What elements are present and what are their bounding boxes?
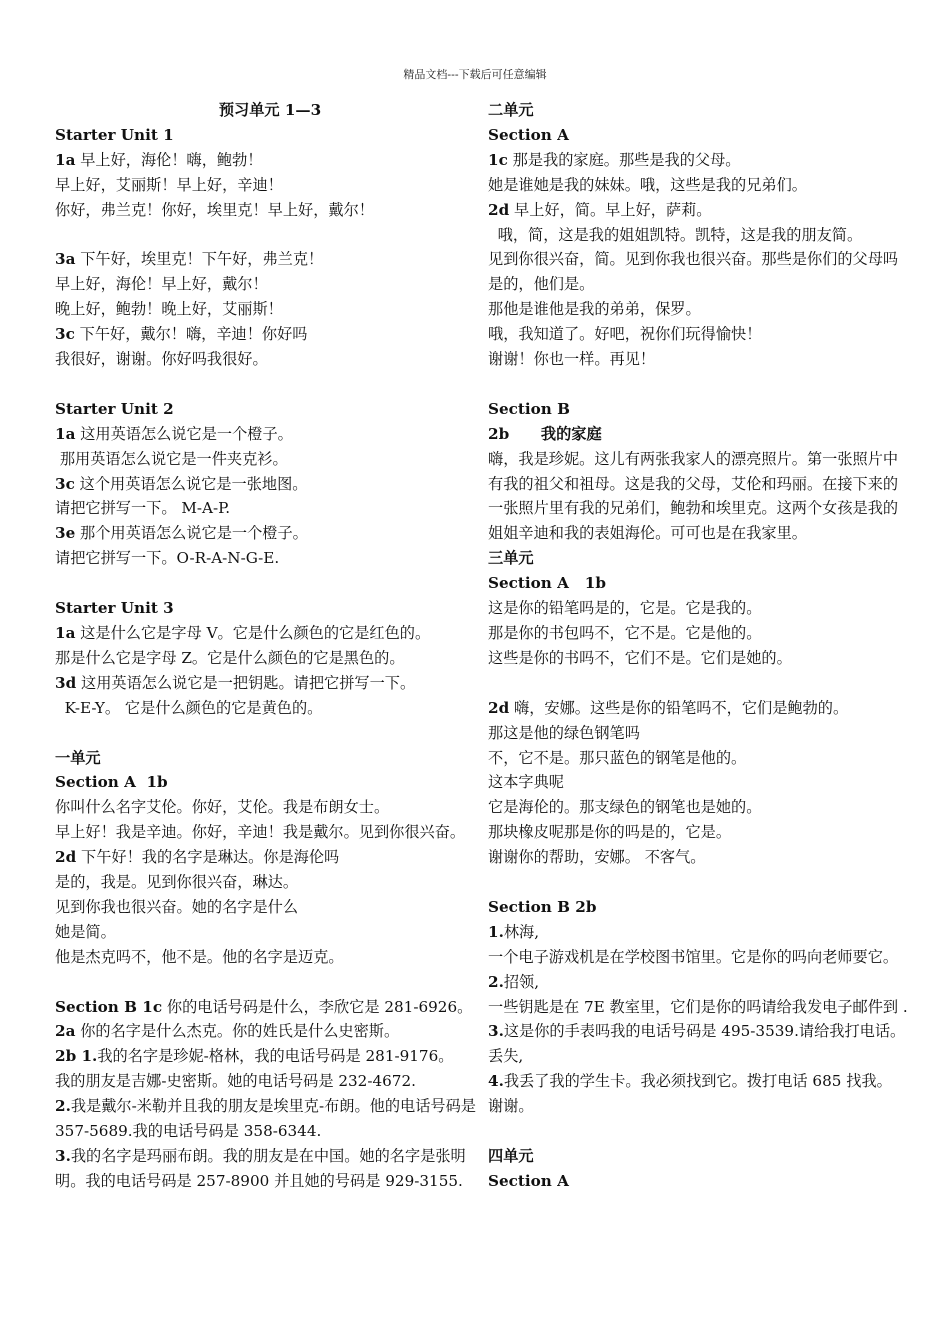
exercise-text: 招领, [503, 972, 540, 991]
exercise-label: 1. [488, 922, 504, 941]
exercise-line [55, 521, 485, 546]
text-line: 哦，我知道了。好吧，祝你们玩得愉快！ [488, 325, 762, 344]
text-line: 那他是谁他是我的弟弟，保罗。 [488, 300, 701, 319]
exercise-label: 2d [488, 200, 510, 219]
text-line: 不，它不是。那只蓝色的钢笔是他的。 [488, 748, 747, 767]
spacer [488, 372, 908, 397]
exercise-text: 这用英语怎么说它是一个橙子。 [75, 424, 293, 443]
text-line: 嗨，我是珍妮。这儿有两张我家人的漂亮照片。第一张照片中有我的祖父和祖母。这是我的父母，艾伦和玛丽。在接下来的一张照片里有我的兄弟们，鲍勃和埃里克。这两个女孩是我的姐姐辛迪和我的表姐海伦。可可也是在我家里。 [488, 449, 899, 543]
text-line: 一个电子游戏机是在学校图书馆里。它是你的吗向老师要它。 [488, 947, 899, 966]
text-line: 这是你的铅笔吗是的，它是。它是我的。 [488, 599, 762, 618]
exercise-line [488, 970, 908, 995]
exercise-text: 你的电话号码是什么，李欣它是 281-6926。 [162, 997, 473, 1016]
exercise-label: 2d [55, 848, 77, 867]
exercise-line [55, 995, 485, 1020]
exercise-label: 3c [55, 474, 75, 493]
exercise-line [55, 1144, 485, 1194]
exercise-text: 这用英语怎么说它是一把钥匙。请把它拼写一下。 [76, 673, 416, 692]
section-heading: 四单元 [488, 1147, 534, 1165]
exercise-line [55, 671, 485, 696]
exercise-text: 嗨，安娜。这些是你的铅笔吗不，它们是鲍勃的。 [509, 698, 849, 717]
text-line: 丢失, [488, 1047, 524, 1066]
section-heading: Starter Unit 2 [55, 399, 174, 418]
page-header: 精品文档---下载后可任意编辑 [403, 68, 547, 81]
exercise-line [488, 1019, 908, 1044]
exercise-line [55, 621, 485, 646]
section-heading: 三单元 [488, 549, 534, 568]
exercise-label: 4. [488, 1072, 504, 1091]
exercise-text: 我的名字是玛丽布朗。我的朋友是在中国。她的名字是张明明。我的电话号码是 257-8900 并且她的号码是 929-3155. [55, 1146, 466, 1190]
exercise-line [55, 1094, 485, 1144]
section-heading: 二单元 [488, 101, 534, 119]
exercise-text: 我是戴尔-米勒并且我的朋友是埃里克-布朗。他的电话号码是 357-5689.我的电话号码是 358-6344. [55, 1097, 476, 1141]
text-line: 那块橡皮呢那是你的吗是的，它是。 [488, 823, 731, 842]
text-line: 请把它拼写一下。O-R-A-N-G-E. [55, 549, 280, 568]
exercise-label: Section B 1c [55, 997, 163, 1016]
exercise-line [55, 148, 485, 173]
exercise-line [55, 247, 485, 272]
exercise-text: 下午好，埃里克！下午好，弗兰克！ [75, 250, 324, 269]
exercise-label: 1c [488, 150, 508, 169]
exercise-label: 3d [55, 673, 77, 692]
exercise-line [55, 422, 485, 447]
text-line: 晚上好，鲍勃！晚上好，艾丽斯！ [55, 300, 283, 319]
exercise-label: 2. [55, 1097, 71, 1116]
exercise-label: 3e [55, 524, 76, 543]
exercise-label: 1a [55, 150, 76, 169]
text-line: 早上好！我是辛迪。你好，辛迪！我是戴尔。见到你很兴奋。 [55, 823, 466, 842]
text-line: K-E-Y。 它是什么颜色的它是黄色的。 [55, 698, 323, 717]
exercise-label: 3c [55, 325, 75, 344]
exercise-line [55, 472, 485, 497]
text-line: 谢谢！你也一样。再见！ [488, 350, 656, 369]
exercise-line [488, 148, 908, 173]
exercise-line [55, 1044, 485, 1069]
section-heading: Starter Unit 1 [55, 125, 174, 144]
text-line: 我很好，谢谢。你好吗我很好。 [55, 350, 268, 369]
text-line: 谢谢你的帮助，安娜。 不客气。 [488, 848, 706, 867]
section-heading: 2b 我的家庭 [488, 424, 602, 443]
text-line: 那是什么它是字母 Z。它是什么颜色的它是黑色的。 [55, 648, 405, 667]
exercise-label: 2b 1. [55, 1047, 98, 1066]
text-line: 她是简。 [55, 922, 116, 941]
section-heading: 一单元 [55, 748, 101, 767]
text-line: 那这是他的绿色钢笔吗 [488, 723, 640, 742]
text-line: 这本字典呢 [488, 773, 564, 792]
text-line: 哦，简，这是我的姐姐凯特。凯特，这是我的朋友简。 [488, 225, 863, 244]
section-heading: Section B [488, 399, 570, 418]
exercise-line [488, 920, 908, 945]
document-title: 预习单元 1—3 [218, 101, 322, 119]
text-line: 请把它拼写一下。 M-A-P. [55, 499, 231, 518]
exercise-line [55, 1019, 485, 1044]
exercise-text: 我丢了我的学生卡。我必须找到它。拨打电话 685 找我。 [503, 1072, 892, 1091]
section-heading: Starter Unit 3 [55, 599, 174, 618]
text-line: 是的，我是。见到你很兴奋，琳达。 [55, 873, 298, 892]
exercise-text: 那个用英语怎么说它是一个橙子。 [75, 524, 308, 543]
exercise-line [55, 322, 485, 347]
exercise-text: 下午好，戴尔！嗨，辛迪！你好吗 [74, 325, 308, 344]
spacer [55, 223, 485, 248]
section-heading: Section A [488, 1171, 569, 1190]
exercise-text: 林海, [503, 922, 540, 941]
right-column [488, 98, 908, 1194]
exercise-text: 下午好！我的名字是琳达。你是海伦吗 [76, 848, 340, 867]
section-heading: Section B 2b [488, 897, 597, 916]
text-line: 早上好，海伦！早上好，戴尔！ [55, 275, 268, 294]
text-line: 你叫什么名字艾伦。你好，艾伦。我是布朗女士。 [55, 798, 390, 817]
exercise-label: 2. [488, 972, 504, 991]
exercise-text: 早上好，海伦！嗨，鲍勃！ [75, 150, 263, 169]
spacer [55, 721, 485, 746]
section-heading: Section A [488, 125, 569, 144]
exercise-label: 2a [55, 1022, 76, 1041]
exercise-text: 这是什么它是字母 V。它是什么颜色的它是红色的。 [75, 623, 431, 642]
text-line: 它是海伦的。那支绿色的钢笔也是她的。 [488, 798, 762, 817]
exercise-line [488, 198, 908, 223]
exercise-label: 3. [488, 1022, 504, 1041]
exercise-text: 这是你的手表吗我的电话号码是 495-3539.请给我打电话。 [503, 1022, 906, 1041]
exercise-label: 1a [55, 424, 76, 443]
exercise-line [488, 696, 908, 721]
section-heading: Section A 1b [488, 574, 606, 593]
text-line: 早上好，艾丽斯！早上好，辛迪！ [55, 175, 283, 194]
exercise-label: 1a [55, 623, 76, 642]
text-line: 我的朋友是吉娜-史密斯。她的电话号码是 232-4672. [55, 1072, 416, 1091]
exercise-label: 2d [488, 698, 510, 717]
text-line: 见到你很兴奋，简。见到你我也很兴奋。那些是你们的父母吗是的，他们是。 [488, 250, 899, 294]
spacer [55, 571, 485, 596]
text-line: 她是谁她是我的妹妹。哦，这些是我的兄弟们。 [488, 175, 807, 194]
exercise-label: 3. [55, 1146, 71, 1165]
left-column [55, 98, 485, 1194]
text-line: 他是杰克吗不，他不是。他的名字是迈克。 [55, 947, 344, 966]
exercise-label: 3a [55, 250, 76, 269]
spacer [488, 870, 908, 895]
exercise-text: 你的名字是什么杰克。你的姓氏是什么史密斯。 [75, 1022, 400, 1041]
spacer [488, 671, 908, 696]
exercise-line [488, 1069, 908, 1094]
exercise-text: 我的名字是珍妮-格林，我的电话号码是 281-9176。 [97, 1047, 454, 1066]
text-line: 你好，弗兰克！你好，埃里克！早上好，戴尔！ [55, 200, 374, 219]
spacer [55, 970, 485, 995]
section-heading: Section A 1b [55, 773, 168, 792]
exercise-text: 那是我的家庭。那些是我的父母。 [507, 150, 741, 169]
text-line: 谢谢。 [488, 1097, 534, 1116]
text-line: 这些是你的书吗不，它们不是。它们是她的。 [488, 648, 792, 667]
text-line: 那是你的书包吗不，它不是。它是他的。 [488, 624, 762, 643]
spacer [488, 1119, 908, 1144]
exercise-text: 这个用英语怎么说它是一张地图。 [74, 474, 308, 493]
spacer [55, 372, 485, 397]
exercise-text: 早上好，简。早上好，萨莉。 [509, 200, 712, 219]
text-line: 见到你我也很兴奋。她的名字是什么 [55, 897, 298, 916]
text-line: 一些钥匙是在 7E 教室里，它们是你的吗请给我发电子邮件到 . [488, 997, 908, 1016]
exercise-line [55, 845, 485, 870]
text-line: 那用英语怎么说它是一件夹克衫。 [55, 449, 288, 468]
